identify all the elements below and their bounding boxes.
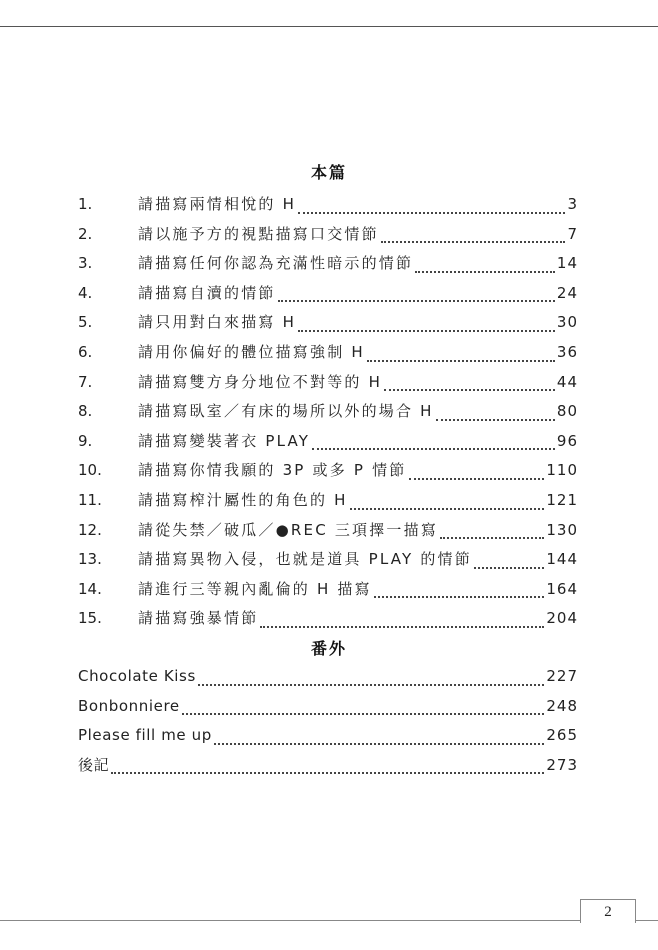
entry-page: 110 <box>546 461 578 480</box>
entry-number: 7. <box>78 372 93 391</box>
entry-title: 請從失禁／破瓜／●REC 三項擇一描寫 <box>138 520 439 539</box>
toc-entry[interactable] <box>78 310 578 340</box>
leader-dots <box>381 241 566 243</box>
entry-title: 請描寫任何你認為充滿性暗示的情節 <box>138 254 414 273</box>
leader-dots <box>436 419 555 421</box>
extra-section-heading: 番外 <box>310 639 347 658</box>
entry-number: 14. <box>78 579 102 598</box>
entry-page: 248 <box>546 696 578 715</box>
entry-number: 12. <box>78 520 102 539</box>
leader-dots <box>384 389 555 391</box>
entry-page: 36 <box>556 342 578 361</box>
toc-entry[interactable] <box>78 192 578 222</box>
entry-title: Chocolate Kiss <box>78 667 196 685</box>
entry-page: 204 <box>546 609 578 628</box>
entry-page: 265 <box>546 726 578 745</box>
top-rule <box>0 26 658 27</box>
bottom-rule <box>0 920 580 921</box>
main-section-heading: 本篇 <box>310 163 347 182</box>
entry-number: 11. <box>78 490 102 509</box>
entry-page: 7 <box>567 224 578 243</box>
entry-page: 227 <box>546 667 578 685</box>
leader-dots <box>111 772 544 774</box>
leader-dots <box>182 713 545 715</box>
bottom-rule-right <box>636 920 658 921</box>
entry-page: 80 <box>556 402 578 421</box>
leader-dots <box>350 508 545 510</box>
toc-entry[interactable] <box>78 488 578 518</box>
toc-entry[interactable] <box>78 251 578 281</box>
entry-number: 13. <box>78 550 102 569</box>
leader-dots <box>474 567 544 569</box>
toc-entry[interactable] <box>78 694 578 724</box>
entry-number: 4. <box>78 283 93 302</box>
page-number: 2 <box>580 899 636 923</box>
entry-title: Please fill me up <box>78 726 212 745</box>
entry-title: 請描寫兩情相悅的 H <box>138 195 297 213</box>
toc-entry[interactable] <box>78 664 578 694</box>
entry-number: 5. <box>78 313 93 332</box>
entry-title: Bonbonniere <box>78 696 180 715</box>
leader-dots <box>214 743 545 745</box>
entry-number: 6. <box>78 342 93 361</box>
leader-dots <box>440 537 544 539</box>
entry-number: 8. <box>78 402 93 421</box>
entry-page: 3 <box>567 195 578 213</box>
entry-title: 請以施予方的視點描寫口交情節 <box>138 224 379 243</box>
toc-entry[interactable] <box>78 399 578 429</box>
entry-page: 273 <box>546 755 578 774</box>
leader-dots <box>298 330 555 332</box>
leader-dots <box>374 596 545 598</box>
entry-page: 130 <box>546 520 578 539</box>
toc-entry[interactable] <box>78 281 578 311</box>
entry-number: 9. <box>78 431 93 450</box>
entry-title: 請描寫自瀆的情節 <box>138 283 276 302</box>
toc-entry[interactable] <box>78 429 578 459</box>
toc-entry[interactable] <box>78 518 578 548</box>
entry-number: 15. <box>78 609 102 628</box>
entry-title: 請用你偏好的體位描寫強制 H <box>138 342 365 361</box>
toc-entry[interactable] <box>78 547 578 577</box>
entry-page: 96 <box>556 431 578 450</box>
entry-title: 請描寫臥室／有床的場所以外的場合 H <box>138 402 434 421</box>
entry-number: 3. <box>78 254 93 273</box>
entry-page: 30 <box>556 313 578 332</box>
entry-title: 請描寫異物入侵，也就是道具 PLAY 的情節 <box>138 550 472 569</box>
entry-title: 請描寫你情我願的 3P 或多 P 情節 <box>138 461 407 480</box>
entry-page: 164 <box>546 579 578 598</box>
toc-entry[interactable] <box>78 753 578 783</box>
leader-dots <box>298 212 565 214</box>
toc-entry[interactable] <box>78 577 578 607</box>
entry-number: 10. <box>78 461 102 480</box>
entry-page: 24 <box>556 283 578 302</box>
leader-dots <box>367 360 555 362</box>
leader-dots <box>198 684 545 686</box>
toc-entry[interactable] <box>78 340 578 370</box>
leader-dots <box>278 300 555 302</box>
toc-entry[interactable] <box>78 458 578 488</box>
extra-toc-list <box>78 664 578 782</box>
leader-dots <box>409 478 545 480</box>
leader-dots <box>260 626 544 628</box>
toc-entry[interactable] <box>78 606 578 636</box>
leader-dots <box>415 271 555 273</box>
entry-title: 請描寫榨汁屬性的角色的 H <box>138 490 348 509</box>
entry-title: 後記 <box>78 755 110 774</box>
main-toc-list <box>78 192 578 636</box>
entry-title: 請只用對白來描寫 H <box>138 313 297 332</box>
entry-page: 144 <box>546 550 578 569</box>
entry-page: 14 <box>556 254 578 273</box>
entry-number: 2. <box>78 224 93 243</box>
entry-title: 請描寫強暴情節 <box>138 609 259 628</box>
entry-title: 請描寫變裝著衣 PLAY <box>138 431 311 450</box>
leader-dots <box>312 448 555 450</box>
entry-title: 請描寫雙方身分地位不對等的 H <box>138 372 383 391</box>
entry-number: 1. <box>78 195 93 213</box>
toc-entry[interactable] <box>78 723 578 753</box>
entry-page: 44 <box>556 372 578 391</box>
entry-title: 請進行三等親內亂倫的 H 描寫 <box>138 579 372 598</box>
entry-page: 121 <box>546 490 578 509</box>
toc-entry[interactable] <box>78 370 578 400</box>
toc-entry[interactable] <box>78 222 578 252</box>
